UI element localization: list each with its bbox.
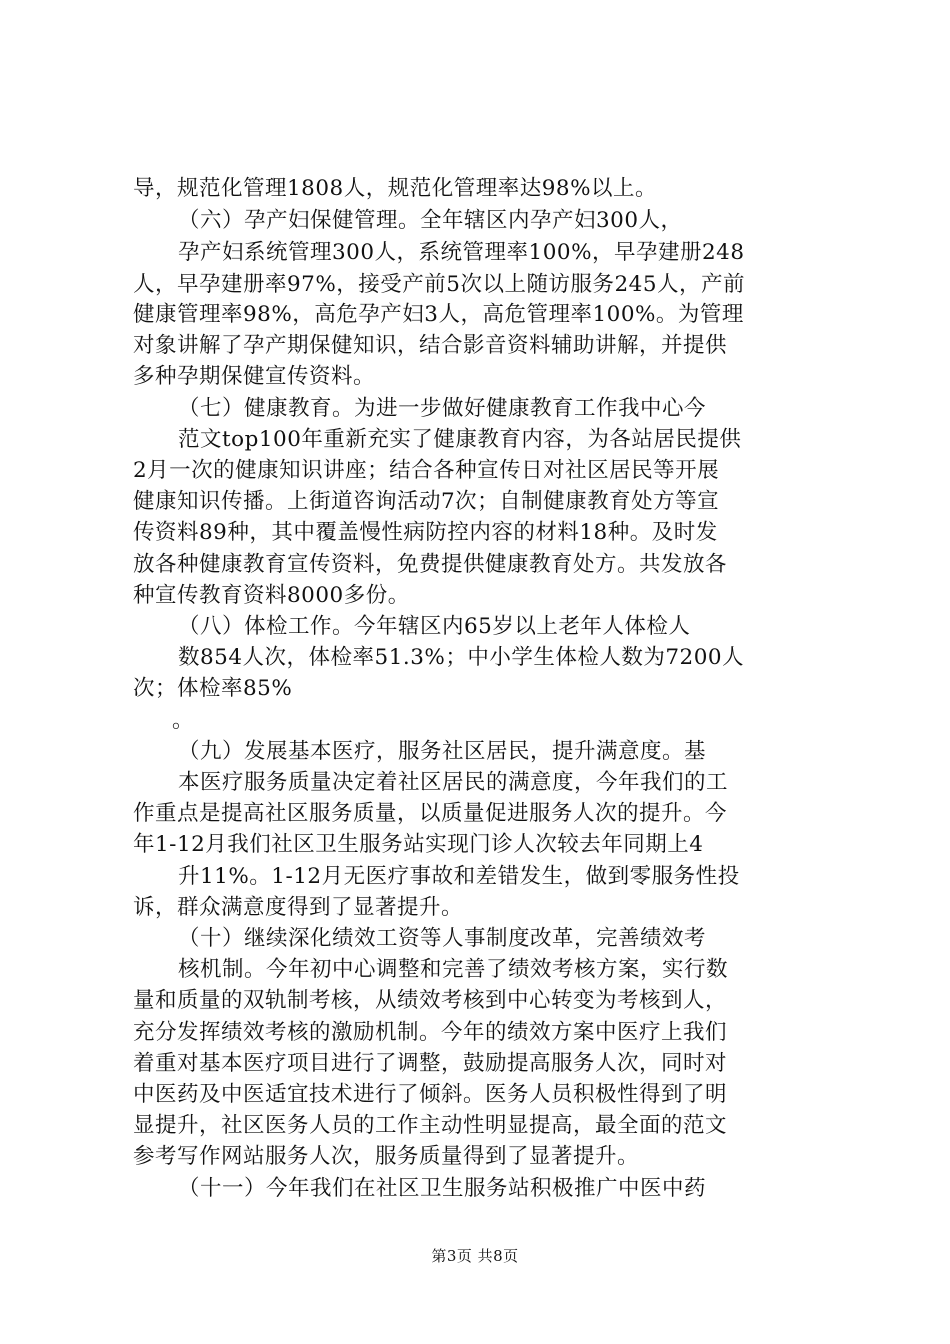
text-line: （七）健康教育。为进一步做好健康教育工作我中心今: [178, 396, 707, 421]
text-line: 数854人次，体检率51.3%；中小学生体检人数为7200人: [178, 645, 745, 670]
text-line: 对象讲解了孕产期保健知识，结合影音资料辅助讲解，并提供: [133, 333, 728, 358]
text-line: （六）孕产妇保健管理。全年辖区内孕产妇300人，: [178, 208, 683, 233]
text-line: 量和质量的双轨制考核，从绩效考核到中心转变为考核到人，: [133, 988, 728, 1013]
text-line: 参考写作网站服务人次，服务质量得到了显著提升。: [133, 1144, 640, 1169]
text-line: 年1-12月我们社区卫生服务站实现门诊人次较去年同期上4: [133, 832, 704, 857]
text-line: 作重点是提高社区服务质量，以质量促进服务人次的提升。今: [133, 801, 728, 826]
text-line: 着重对基本医疗项目进行了调整，鼓励提高服务人次，同时对: [133, 1051, 728, 1076]
text-line: 健康知识传播。上街道咨询活动7次；自制健康教育处方等宣: [133, 489, 720, 514]
text-line: （九）发展基本医疗，服务社区居民，提升满意度。基: [178, 739, 707, 764]
text-line: 中医药及中医适宜技术进行了倾斜。医务人员积极性得到了明: [133, 1082, 728, 1107]
page-footer: 第3页 共8页: [431, 1247, 519, 1265]
text-line: 次；体检率85%: [133, 676, 293, 701]
text-line: 诉，群众满意度得到了显著提升。: [133, 895, 464, 920]
text-line: 传资料89种，其中覆盖慢性病防控内容的材料18种。及时发: [133, 520, 718, 545]
text-line: 。: [172, 708, 195, 733]
text-line: 健康管理率98%，高危孕产妇3人，高危管理率100%。为管理: [133, 302, 744, 327]
text-line: 放各种健康教育宣传资料，免费提供健康教育处方。共发放各: [133, 552, 728, 577]
text-line: （十）继续深化绩效工资等人事制度改革，完善绩效考: [178, 926, 707, 951]
text-line: 本医疗服务质量决定着社区居民的满意度，今年我们的工: [178, 770, 729, 795]
text-line: 种宣传教育资料8000多份。: [133, 583, 410, 608]
text-line: 核机制。今年初中心调整和完善了绩效考核方案，实行数: [178, 957, 729, 982]
text-line: 导，规范化管理1808人，规范化管理率达98%以上。: [133, 176, 658, 201]
text-line: 2月一次的健康知识讲座；结合各种宣传日对社区居民等开展: [133, 458, 720, 483]
text-line: （八）体检工作。今年辖区内65岁以上老年人体检人: [178, 614, 691, 639]
text-line: 升11%。1-12月无医疗事故和差错发生，做到零服务性投: [178, 864, 740, 889]
text-line: 范文top100年重新充实了健康教育内容，为各站居民提供: [178, 427, 742, 452]
text-line: 多种孕期保健宣传资料。: [133, 364, 376, 389]
text-line: （十一）今年我们在社区卫生服务站积极推广中医中药: [178, 1176, 707, 1201]
text-line: 人，早孕建册率97%，接受产前5次以上随访服务245人，产前: [133, 272, 746, 297]
text-line: 显提升，社区医务人员的工作主动性明显提高，最全面的范文: [133, 1113, 728, 1138]
text-line: 充分发挥绩效考核的激励机制。今年的绩效方案中医疗上我们: [133, 1020, 728, 1045]
text-line: 孕产妇系统管理300人，系统管理率100%，早孕建册248: [178, 240, 745, 265]
